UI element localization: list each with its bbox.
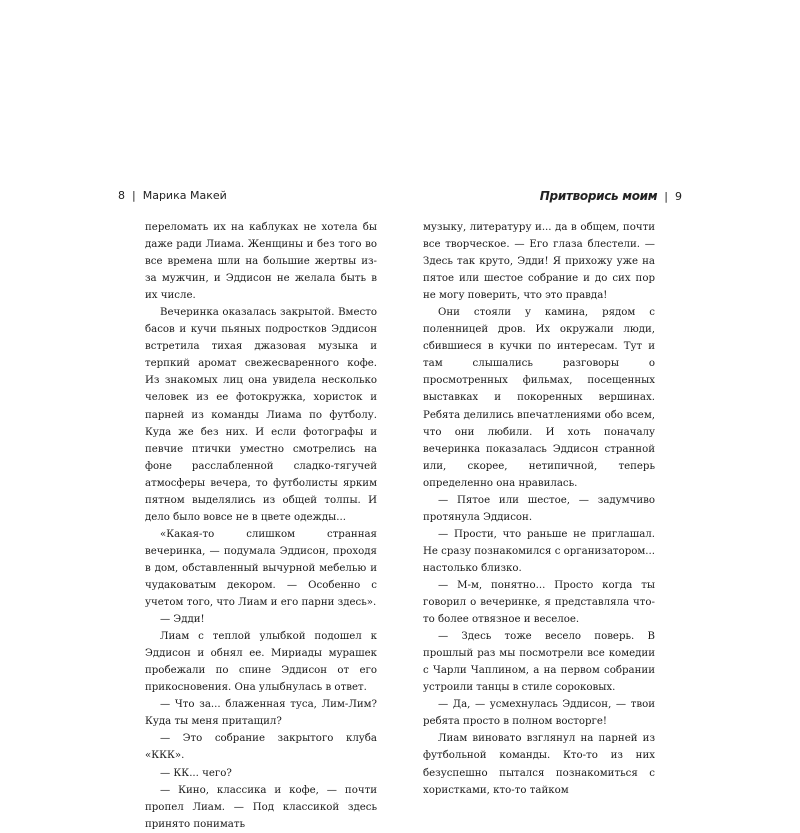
left-page-body — [145, 219, 377, 833]
author-name: Марика Макей — [142, 189, 227, 202]
paragraph: — КК... чего? — [160, 767, 232, 779]
right-page-body — [423, 219, 655, 799]
paragraph: — М-м, понятно... Просто когда ты говорил о вечеринке, я представляла что-то более отвязное и веселое. — [423, 579, 655, 626]
paragraph: — Прости, что раньше не приглашал. Не сразу познакомился с организатором... настолько близко. — [423, 528, 655, 574]
paragraph: — Эдди! — [160, 614, 205, 626]
left-header-separator: | — [132, 189, 136, 202]
paragraph: Лиам виновато взглянул на парней из футбольной команды. Кто-то из них безуспешно пытался познакомиться с хористками, кто-то тайком — [423, 733, 655, 796]
paragraph: музыку, литературу и... да в общем, почти все творческое. — Его глаза блестели. — Здесь так круто, Эдди! Я прихожу уже на пятое или шестое собрание и до сих пор не могу поверить, что это правда! — [423, 222, 655, 302]
paragraph: Вечеринка оказалась закрытой. Вместо басов и кучи пьяных подростков Эддисон встретила тихая джазовая музыка и терпкий аромат свежесваренного кофе. Из знакомых лиц она увидела несколько человек из ее фотокружка, хористок и парней из команды Лиама по футболу. Куда же без них. И если фотографы и певчие птички уместно смотрелись на фоне расслабленной сладко-тягучей атмосферы вечера, то футболисты ярким пятном выделялись из общей толпы. И дело было вовсе не в цвете одежды... — [145, 307, 377, 523]
paragraph: — Пятое или шестое, — задумчиво протянула Эддисон. — [423, 494, 655, 523]
paragraph: Лиам с теплой улыбкой подошел к Эддисон и обнял ее. Мириады мурашек пробежали по спине Эддисон от его прикосновения. Она улыбнулась в ответ. — [145, 631, 377, 694]
paragraph: — Что за... блаженная туса, Лим-Лим? Куда ты меня притащил? — [145, 699, 377, 728]
paragraph: переломать их на каблуках не хотела бы даже ради Лиама. Женщины и без того во все времена шли на большие жертвы из-за мужчин, и Эддисон не желала быть в их числе. — [145, 222, 377, 302]
book-title-logo: Притворись моим — [539, 189, 658, 203]
paragraph: — Да, — усмехнулась Эддисон, — твои ребята просто в полном восторге! — [423, 699, 655, 728]
paragraph: «Какая-то слишком странная вечеринка, — подумала Эддисон, проходя в дом, обставленный вычурной мебелью и чудаковатым декором. — Особенно с учетом того, что Лиам и его парни здесь». — [145, 528, 377, 609]
left-page-number: 8 — [118, 189, 125, 202]
right-running-header — [540, 189, 682, 204]
paragraph: — Кино, классика и кофе, — почти пропел Лиам. — Под классикой здесь принято понимать — [145, 784, 377, 830]
right-page-number: 9 — [675, 190, 682, 203]
paragraph: — Здесь тоже весело поверь. В прошлый раз мы посмотрели все комедии с Чарли Чаплином, а на первом собрании устроили танцы в стиле сороковых. — [423, 631, 655, 694]
paragraph: Они стояли у камина, рядом с поленницей дров. Их окружали люди, сбившиеся в кучки по интересам. Тут и там слышались разговоры о просмотренных фильмах, посещенных выставках и покоренных вершинах. Ребята делились впечатлениями обо всем, что они любили. И хоть поначалу вечеринка показалась Эддисон странной или, скорее, нетипичной, теперь определенно она нравилась. — [423, 307, 655, 489]
right-header-separator: | — [664, 190, 668, 203]
left-running-header — [118, 189, 227, 203]
paragraph: — Это собрание закрытого клуба «ККК». — [145, 733, 377, 762]
